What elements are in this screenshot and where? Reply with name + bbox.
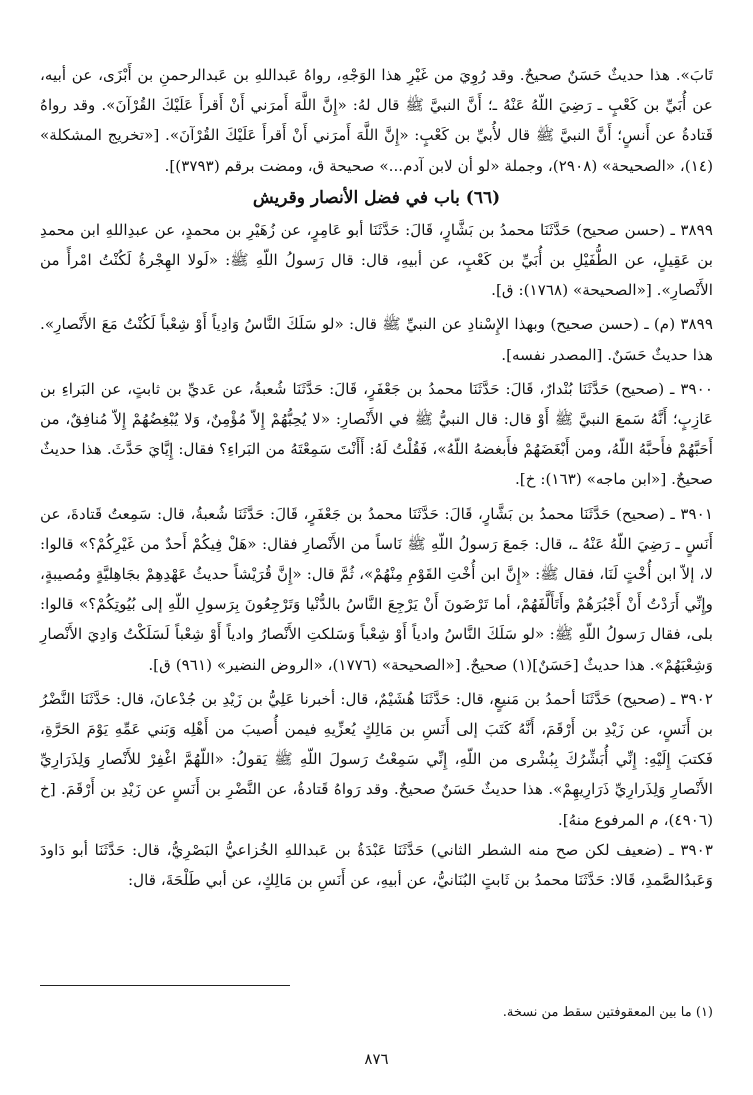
footnote-divider	[40, 985, 290, 986]
hadith-3899-m: ٣٨٩٩ (م) ـ (حسن صحيح) وبهذا الإِسْنادِ عن النبيِّ ﷺ قال: «لو سَلَكَ النَّاسُ وَادِياً أَوْ شِعْباً لَكُنْتُ مَعَ الأَنْصارِ». هذا حديثٌ حَسَنٌ. [المصدر نفسه].	[40, 315, 713, 364]
hadith-3900: ٣٩٠٠ ـ (صحيح) حَدَّثَنَا بُنْدارٌ، قَالَ: حَدَّثَنَا محمدُ بن جَعْفَرٍ، قَالَ: حَدَّثَنَا شُعبةُ، عن عَديِّ بن ثابتٍ، عن البَراءِ بن عَازِبٍ؛ أَنَّهُ سَمعَ النبيَّ ﷺ أَوْ قال: قال النبيُّ ﷺ في الأَنْصارِ: «لا يُحِبُّهُمْ إِلاّ مُؤْمِنٌ، وَلا يُبْغِضُهُمْ إِلاّ مُنافِقٌ، من أَحَبَّهُمْ فأَحبَّهُ اللّهُ، ومن أَبْغَضَهُمْ فأَبغضهُ اللّهُ»، فَقُلْتُ لَهُ: أَأَنْتَ سَمِعْتَهُ من البَراءِ؟ فقال: إِيَّايَ حَدَّثَ. هذا حديثٌ صحيحٌ. [«ابن ماجه» (١٦٣): خ].	[40, 379, 713, 489]
intro-paragraph: تَابَ». هذا حديثٌ حَسَنٌ صحيحٌ. وقد رُوِيَ من غَيْرِ هذا الوَجْهِ، رواهُ عَبداللهِ بن عَبدالرحمنِ بن أَبْزَى، عن أبيه، عن أُبَيِّ بن كَعْبٍ ـ رَضِيَ اللّهُ عَنْهُ ـ؛ أَنَّ النبيَّ ﷺ قال لهُ: «إِنَّ اللَّهَ أَمرَني أَنْ أَقرأَ عَلَيْكَ القُرْآنَ». وقد رواهُ قَتادةُ عن أَنسٍ؛ أَنَّ النبيَّ ﷺ قال لأُبيِّ بن كَعْبٍ: «إِنَّ اللَّهَ أَمرَني أَنْ أَقرأَ عَلَيْكَ القُرْآنَ». [«تخريج المشكلة» (١٤)، «الصحيحة» (٢٩٠٨)، وجملة «لو أن لابن آدم...» صحيحة ق، ومضت برقم (٣٧٩٣)].	[40, 66, 713, 175]
hadith-3901: ٣٩٠١ ـ (صحيح) حَدَّثَنَا محمدُ بن بَشَّارٍ، قَالَ: حَدَّثَنَا محمدُ بن جَعْفَرٍ، قَالَ: حَدَّثَنَا شُعبةُ، قال: سَمِعتُ قَتادةَ، عن أَنَسٍ ـ رَضِيَ اللّهُ عَنْهُ ـ، قال: جَمعَ رَسولُ اللّهِ ﷺ نَاساً من الأَنْصارِ فقال: «هَلْ فِيكُمْ أَحدٌ من غَيْرِكُمْ؟» قالوا: لا، إلاّ ابن أُخْتٍ لَنَا، فقال ﷺ: «إِنَّ ابن أُخْتِ القَوْمِ مِنْهُمْ»، ثُمَّ قال: «إِنَّ قُرَيْشاً حديثُ عَهْدِهِمْ بجَاهِليَّةٍ ومُصيبةٍ، وإِنِّي أَرَدْتُ أَنْ أَجْبُرَهُمْ وأَتَأَلَّفَهُمْ، أما تَرْضَونَ أَنْ يَرْجِعَ النَّاسُ بالدُّنْيا وَتَرْجِعُونَ بِرَسولِ اللّهِ إلى بُيُوتِكُمْ؟» قالوا: بلى، فقال رَسولُ اللّهِ ﷺ: «لو سَلَكَ النَّاسُ وادياً أَوْ شِعْباً وَسَلكتِ الأَنْصارُ وادياً أَوْ شِعْباً لَسَلَكْتُ وَادِيَ الأَنْصارِ وَشِعْبَهُمْ». هذا حديثٌ [حَسَنٌ](١) صحيحٌ. [«الصحيحة» (١٧٧٦)، «الروض النضير» (٩٦١) ق].	[40, 504, 713, 674]
page-content	[40, 60, 713, 1080]
hadith-3899: ٣٨٩٩ ـ (حسن صحيح) حَدَّثَنَا محمدُ بن بَشَّارٍ، قَالَ: حَدَّثَنَا أبو عَامِرٍ، عن زُهَيْرِ بن محمدٍ، عن عبدِاللهِ ابن محمدِ بن عَقِيلٍ، عن الطُّفَيْلِ بن أُبَيِّ بن كَعْبٍ، عن أبيهِ، قال: قال رَسولُ اللّهِ ﷺ: «لَولا الهِجْرةُ لَكُنْتُ امْرأً من الأَنْصارِ». [«الصحيحة» (١٧٦٨): ق].	[40, 220, 713, 300]
hadith-3903: ٣٩٠٣ ـ (ضعيف لكن صح منه الشطر الثاني) حَدَّثَنَا عَبْدَةُ بن عَبداللهِ الخُزاعيُّ البَصْرِيُّ، قال: حَدَّثَنَا أبو دَاودَ وَعَبدُالصَّمدِ، قَالا: حَدَّثَنَا محمدُ بن ثَابتٍ البُنَانيُّ، عن أبيهِ، عن أَنَسِ بن مَالِكٍ، عن أبي طَلْحَةَ، قال:	[40, 840, 713, 890]
page-number: ٨٧٦	[364, 1050, 389, 1068]
chapter-heading: (٦٦) باب في فضل الأنصار وقريش	[252, 187, 501, 208]
hadith-3902: ٣٩٠٢ ـ (صحيح) حَدَّثَنَا أحمدُ بن مَنيعٍ، قال: حَدَّثَنَا هُشَيْمٌ، قال: أخبرنا عَلِيُّ بن زَيْدِ بن جُدْعانَ، قال: حَدَّثَنَا النَّضْرُ بن أَنَسٍ، عن زَيْدِ بن أَرْقَمَ، أَنَّهُ كَتَبَ إلى أَنَسِ بن مَالِكٍ يُعزِّيهِ فيمن أُصيبَ من أَهْلِه وَبَني عَمِّهِ يَوْمَ الحَرَّةِ، فَكتبَ إِلَيْهِ: إِنِّي أُبَشِّرُكَ بِبُشْرى من اللّهِ، إِنِّي سَمِعْتُ رَسولَ اللّهِ ﷺ يَقولُ: «اللّهُمَّ اغْفِرْ للأَنْصارِ وَلِذَرَارِيِّ الأَنْصارِ وَلِذَرارِيِّ ذَرَارِيهِمْ». هذا حديثٌ حَسَنٌ صحيحٌ. وقد رَواهُ قَتادةُ، عن النَّضْرِ بن أَنَسٍ عن زَيْدِ بن أَرْقَمَ. [خ (٤٩٠٦)، م المرفوع منهُ].	[40, 689, 713, 829]
footnote: (١) ما بين المعقوفتين سقط من نسخة.	[502, 1005, 713, 1020]
